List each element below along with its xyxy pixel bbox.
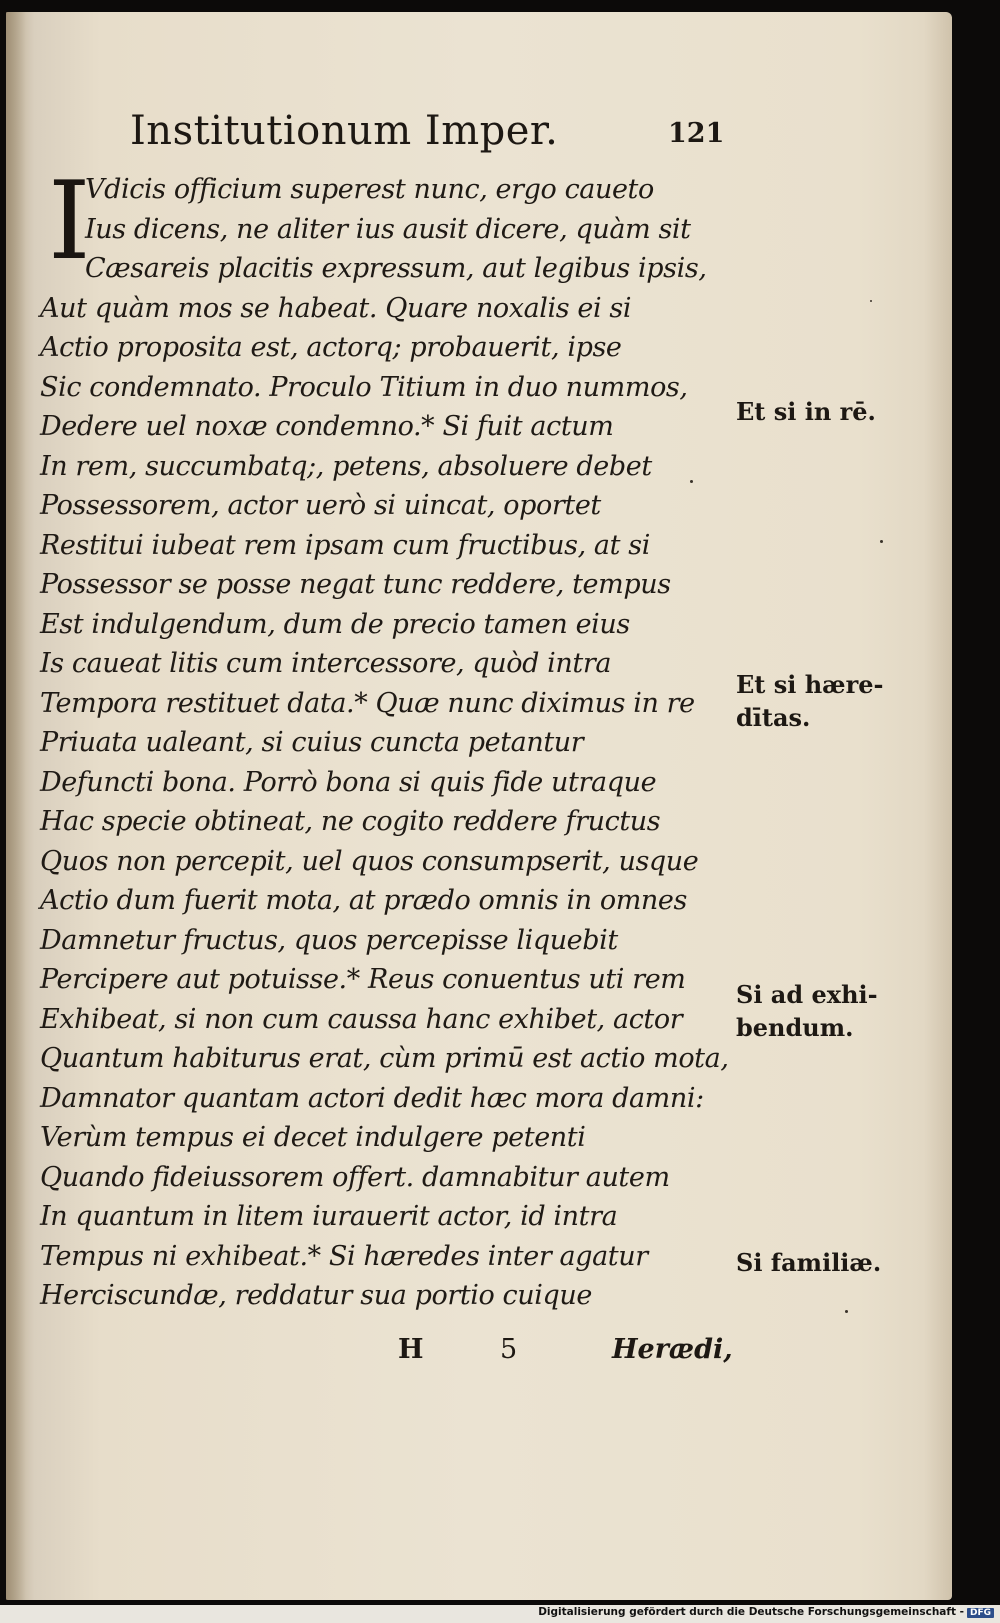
verse-line: In quantum in litem iurauerit actor, id intra bbox=[40, 1201, 618, 1232]
catchword: Herædi, bbox=[612, 1334, 733, 1365]
verse-line: Priuata ualeant, si cuius cuncta petantur bbox=[40, 727, 584, 758]
marginal-note: Et si hære- dītas. bbox=[736, 670, 884, 732]
verse-line: In rem, succumbatq;, petens, absoluere debet bbox=[40, 450, 652, 482]
verse-line: Aut quàm mos se habeat. Quare noxalis ei si bbox=[40, 292, 632, 324]
verse-line: Actio proposita est, actorq; probauerit, ipse bbox=[40, 332, 622, 363]
verse-line: Ius dicens, ne aliter ius ausit dicere, quàm sit bbox=[85, 213, 691, 245]
marginal-note: Si familiæ. bbox=[736, 1248, 882, 1277]
page-number: 121 bbox=[668, 118, 725, 149]
ink-speck bbox=[880, 540, 883, 543]
verse-line: Is caueat litis cum intercessore, quòd intra bbox=[40, 648, 612, 679]
ink-speck bbox=[870, 300, 872, 302]
page-gutter-shadow bbox=[6, 12, 26, 1600]
credit-text: Digitalisierung gefördert durch die Deutsche Forschungsgemeinschaft - bbox=[538, 1606, 964, 1618]
running-head: Institutionum Imper. bbox=[130, 108, 559, 154]
dfg-logo: DFG bbox=[967, 1608, 994, 1618]
drop-initial: I bbox=[48, 159, 91, 284]
ink-speck bbox=[690, 480, 693, 483]
digitization-credit bbox=[538, 1606, 994, 1618]
verse-line: Est indulgendum, dum de precio tamen eius bbox=[40, 608, 630, 640]
marginal-note: Si ad exhi- bendum. bbox=[736, 980, 878, 1042]
verse-line: Possessor se posse negat tunc reddere, tempus bbox=[40, 569, 671, 600]
verse-line: Damnator quantam actori dedit hæc mora damni: bbox=[40, 1082, 704, 1114]
verse-line: Cæsareis placitis expressum, aut legibus ipsis, bbox=[85, 253, 707, 284]
verse-line: Exhibeat, si non cum caussa hanc exhibet, actor bbox=[40, 1003, 683, 1035]
verse-line: Damnetur fructus, quos percepisse liquebit bbox=[40, 924, 618, 956]
verse-line: Percipere aut potuisse.* Reus conuentus uti rem bbox=[40, 964, 686, 995]
verse-line: Hac specie obtineat, ne cogito reddere fructus bbox=[40, 806, 661, 837]
verse-text bbox=[40, 159, 740, 1316]
signature-number: 5 bbox=[500, 1334, 518, 1365]
verse-line: Tempus ni exhibeat.* Si hæredes inter agatur bbox=[40, 1240, 648, 1272]
verse-line: Restitui iubeat rem ipsam cum fructibus, at si bbox=[40, 529, 650, 561]
verse-line: Verùm tempus ei decet indulgere petenti bbox=[40, 1122, 586, 1153]
verse-line: Quantum habiturus erat, cùm primū est actio mota, bbox=[40, 1043, 729, 1074]
verse-line: Dedere uel noxæ condemno.* Si fuit actum bbox=[40, 411, 614, 442]
ink-speck bbox=[845, 1310, 848, 1313]
verse-line: Quos non percepit, uel quos consumpserit, usque bbox=[40, 845, 699, 877]
verse-line: Possessorem, actor uerò si uincat, oportet bbox=[40, 490, 601, 521]
verse-line: Defuncti bona. Porrò bona si quis fide utraque bbox=[40, 766, 657, 798]
verse-line: Vdicis officium superest nunc, ergo caueto bbox=[85, 174, 654, 205]
verse-line: Sic condemnato. Proculo Titium in duo nummos, bbox=[40, 371, 688, 403]
verse-line: Actio dum fuerit mota, at prædo omnis in omnes bbox=[40, 885, 687, 916]
verse-line: Quando fideiussorem offert. damnabitur autem bbox=[40, 1161, 670, 1193]
signature-mark: H bbox=[398, 1334, 424, 1365]
verse-line: Tempora restituet data.* Quæ nunc diximus in re bbox=[40, 687, 695, 719]
verse-line: Herciscundæ, reddatur sua portio cuique bbox=[40, 1280, 592, 1311]
marginal-note: Et si in rē. bbox=[736, 397, 876, 426]
